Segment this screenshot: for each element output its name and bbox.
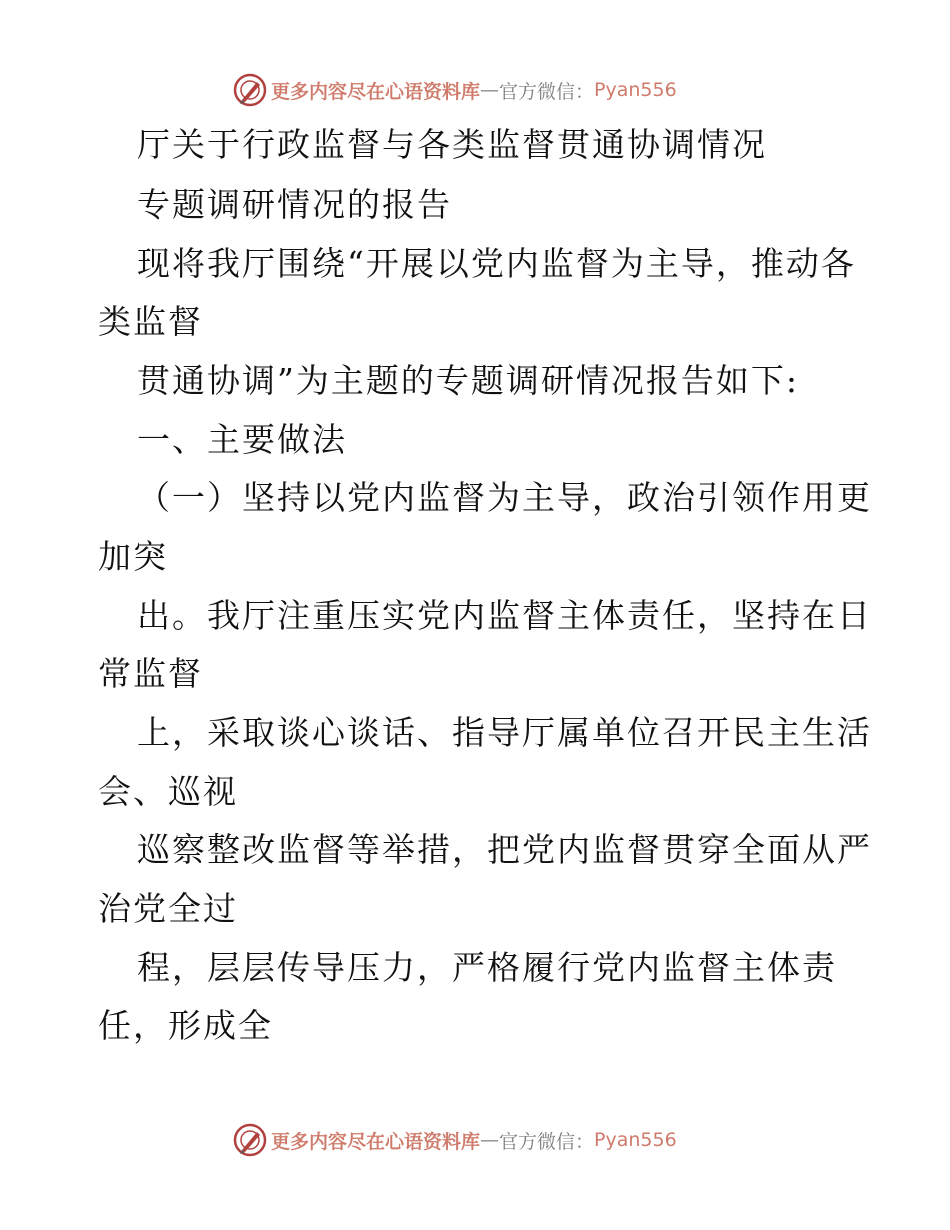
pen-logo-icon <box>233 1123 267 1157</box>
paragraph-line: 治党全过 <box>98 889 238 928</box>
paragraph-line: 类监督 <box>98 302 203 341</box>
paragraph-line: 程，层层传导压力，严格履行党内监督主体责 <box>137 948 837 987</box>
paragraph-line: 上，采取谈心谈话、指导厅属单位召开民主生活 <box>137 713 872 752</box>
footer-watermark <box>233 1122 677 1158</box>
document-title-line-1: 厅关于行政监督与各类监督贯通协调情况 <box>137 125 767 164</box>
pen-logo-icon <box>233 73 267 107</box>
watermark-official-label: 官方微信： <box>499 80 595 103</box>
watermark-official-label: 官方微信： <box>499 1130 595 1153</box>
paragraph-line: 常监督 <box>98 654 203 693</box>
watermark-id: Pyan556 <box>594 1129 677 1151</box>
paragraph-line: 出。我厅注重压实党内监督主体责任，坚持在日 <box>137 596 872 635</box>
watermark-brand: 更多内容尽在心语资料库 <box>271 1130 481 1153</box>
paragraph-line: 加突 <box>98 537 168 576</box>
paragraph-line: 现将我厅围绕“开展以党内监督为主导，推动各 <box>137 244 856 283</box>
paragraph-line: 巡察整改监督等举措，把党内监督贯穿全面从严 <box>137 830 872 869</box>
header-watermark <box>233 72 677 108</box>
watermark-dash: — <box>480 79 500 101</box>
paragraph-line: 会、巡视 <box>98 772 238 811</box>
section-heading: 一、主要做法 <box>137 420 347 459</box>
watermark-id: Pyan556 <box>594 79 677 101</box>
document-title-line-2: 专题调研情况的报告 <box>137 185 452 224</box>
paragraph-line: 任，形成全 <box>98 1006 273 1045</box>
watermark-brand: 更多内容尽在心语资料库 <box>271 80 481 103</box>
subsection-heading: （一）坚持以党内监督为主导，政治引领作用更 <box>137 478 872 517</box>
paragraph-line: 贯通协调”为主题的专题调研情况报告如下: <box>137 361 799 400</box>
watermark-dash: — <box>480 1129 500 1151</box>
